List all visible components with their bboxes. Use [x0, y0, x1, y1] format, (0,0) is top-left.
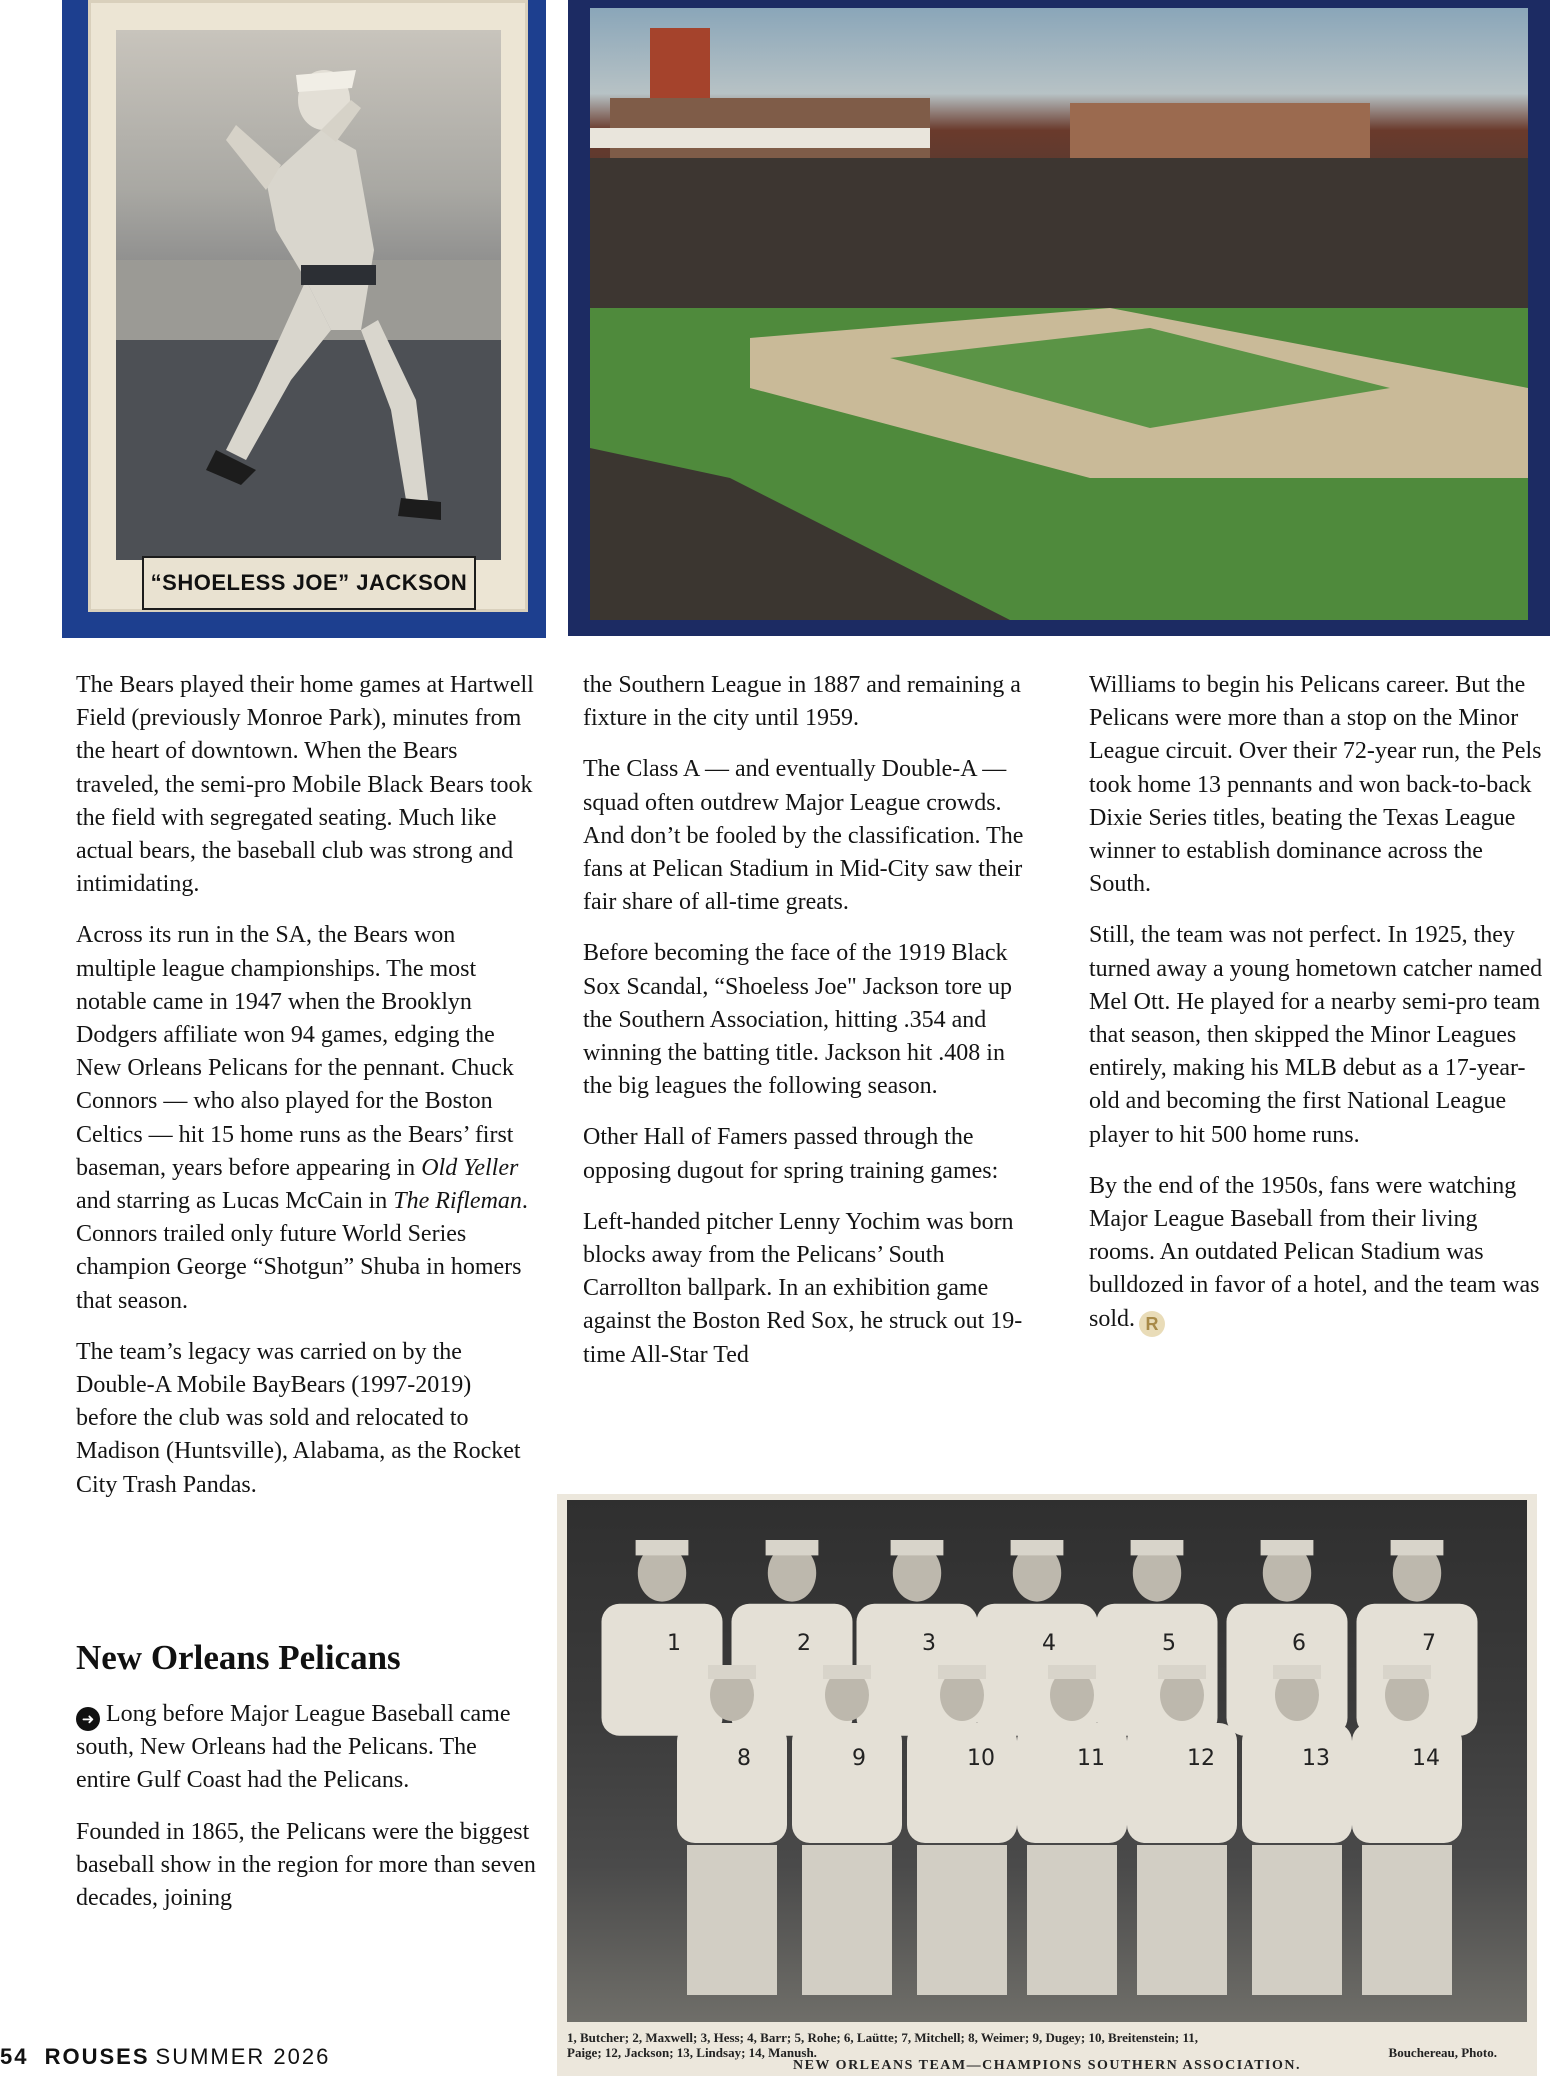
col3-paragraph-3: By the end of the 1950s, fans were watching Major League Baseball from their living rooms. An outdated Pelican Stadium was bulldozed in favor of a hotel, and the team was sold. R	[1089, 1170, 1545, 1337]
player-legs	[1137, 1845, 1227, 1995]
player-legs	[1362, 1845, 1452, 1995]
page-number: 54	[0, 2044, 29, 2069]
col1-paragraph-3: The team’s legacy was carried on by the Double-A Mobile BayBears (1997-2019) before the club was sold and relocated to Madison (Huntsville), Alabama, as the Rocket City Trash Pandas.	[76, 1338, 521, 1498]
col1-paragraph-2: Across its run in the SA, the Bears won multiple league championships. The most notable came in 1947 when the Brooklyn Dodgers affiliate won 94 games, edging the New Orleans Pelicans for the pennant. Chuck Connors — who also played for the Boston Celtics — hit 15 home runs as the Bears’ first baseman, years before appearing in Old Yeller and starring as Lucas McCain in The Rifleman. Connors trailed only future World Series champion George “Shotgun” Shuba in homers that season.	[76, 922, 528, 1314]
jersey-number: 10	[967, 1746, 995, 1771]
col2-paragraph-2: The Class A — and eventually Double-A — squad often outdrew Major League crowds. And don’t be fooled by the classification. The fans at Pelican Stadium in Mid-City saw their fair share of all-time greats.	[583, 756, 1024, 916]
card-player-image	[116, 30, 501, 560]
jersey-number: 5	[1162, 1631, 1176, 1656]
team-player-1	[602, 1540, 723, 1736]
team-photo-image	[567, 1500, 1527, 2022]
arrow-right-icon: ➜	[76, 1707, 100, 1731]
col1-paragraph-4: ➜ Long before Major League Baseball came south, New Orleans had the Pelicans. The entire Gulf Coast had the Pelicans.	[76, 1701, 511, 1794]
jersey-number: 13	[1302, 1746, 1330, 1771]
col2-paragraph-3: Before becoming the face of the 1919 Black Sox Scandal, “Shoeless Joe" Jackson tore up the Southern Association, hitting .354 and winning the batting title. Jackson hit .408 in the big leagues the following season.	[583, 940, 1013, 1100]
team-photo-caption: 1, Butcher; 2, Maxwell; 3, Hess; 4, Barr; 5, Rohe; 6, Laütte; 7, Mitchell; 8, Weimer; 9, Dugey; 10, Breitenstein; 11, Paige; 12, Jackson; 13, Lindsay; 14, Manush. Bouchereau, Photo.	[567, 2030, 1497, 2060]
col2-paragraph-4: Other Hall of Famers passed through the opposing dugout for spring training games:	[583, 1124, 999, 1184]
stadium-postcard	[568, 0, 1550, 636]
col1-paragraph-1: The Bears played their home games at Hartwell Field (previously Monroe Park), minutes from the heart of downtown. When the Bears traveled, the semi-pro Mobile Black Bears took the field with segregated seating. Much like actual bears, the baseball club was strong and intimidating.	[76, 672, 534, 898]
column-3	[1089, 669, 1545, 1355]
card-name-banner: “SHOELESS JOE” JACKSON	[142, 556, 476, 610]
ballpark-illustration	[590, 8, 1528, 620]
page-footer	[0, 2044, 330, 2070]
rouses-end-mark-icon: R	[1139, 1311, 1165, 1337]
player-legs	[802, 1845, 892, 1995]
col3-paragraph-2: Still, the team was not perfect. In 1925, they turned away a young hometown catcher named Mel Ott. He played for a nearby semi-pro team that season, then skipped the Minor Leagues entirely, making his MLB debut as a 17-year-old and becoming the first National League player to hit 500 home runs.	[1089, 922, 1543, 1148]
column-2	[583, 669, 1038, 1390]
jersey-number: 8	[737, 1746, 751, 1771]
jersey-number: 3	[922, 1631, 936, 1656]
baseball-card-photo	[62, 0, 546, 638]
jersey-number: 7	[1422, 1631, 1436, 1656]
jersey-number: 4	[1042, 1631, 1056, 1656]
jersey-number: 12	[1187, 1746, 1215, 1771]
jersey-number: 1	[667, 1631, 681, 1656]
player-legs	[917, 1845, 1007, 1995]
card-frame	[88, 0, 528, 612]
col1-paragraph-5: Founded in 1865, the Pelicans were the biggest baseball show in the region for more than seven decades, joining	[76, 1818, 536, 1912]
column-1	[76, 669, 536, 1520]
batter-silhouette	[116, 30, 501, 560]
section-heading-new-orleans-pelicans: New Orleans Pelicans	[76, 1638, 401, 1677]
ballpark-image	[590, 8, 1528, 620]
jersey-number: 6	[1292, 1631, 1306, 1656]
jersey-number: 2	[797, 1631, 811, 1656]
column-1-continued	[76, 1698, 536, 1933]
col2-paragraph-1: the Southern League in 1887 and remaining a fixture in the city until 1959.	[583, 672, 1021, 732]
photo-credit: Bouchereau, Photo.	[1388, 2045, 1497, 2060]
player-legs	[1027, 1845, 1117, 1995]
jersey-number: 11	[1077, 1746, 1105, 1771]
team-players-illustration	[567, 1500, 1527, 2022]
team-photo-title: NEW ORLEANS TEAM—CHAMPIONS SOUTHERN ASSOCIATION.	[792, 2058, 1302, 2073]
player-legs	[687, 1845, 777, 1995]
brand-name: ROUSES	[44, 2044, 150, 2069]
issue-label: SUMMER 2026	[155, 2044, 331, 2069]
col2-paragraph-5: Left-handed pitcher Lenny Yochim was born blocks away from the Pelicans’ South Carrollton ballpark. In an exhibition game against the Boston Red Sox, he struck out 19-time All-Star Ted	[583, 1208, 1023, 1368]
jersey-number: 14	[1412, 1746, 1440, 1771]
player-legs	[1252, 1845, 1342, 1995]
col3-paragraph-1: Williams to begin his Pelicans career. But the Pelicans were more than a stop on the Minor League circuit. Over their 72-year run, the Pels took home 13 pennants and won back-to-back Dixie Series titles, beating the Texas League winner to establish dominance across the South.	[1089, 672, 1542, 898]
team-photo	[557, 1494, 1537, 2076]
jersey-number: 9	[852, 1746, 866, 1771]
